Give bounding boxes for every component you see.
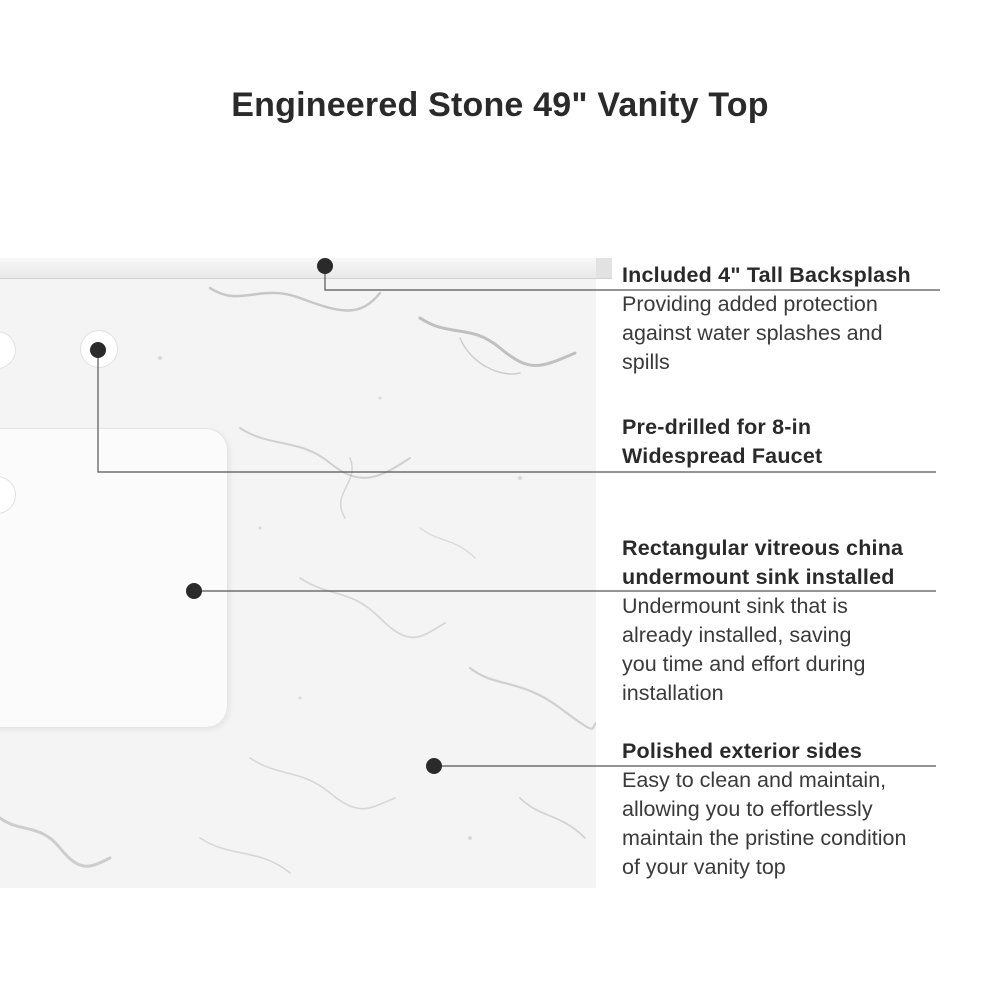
callout-heading: Rectangular vitreous china — [622, 536, 904, 560]
callout-body-line: Easy to clean and maintain, — [622, 768, 887, 792]
callout-body-line: maintain the pristine condition — [622, 826, 907, 850]
callout-heading: Included 4" Tall Backsplash — [622, 263, 911, 287]
callout-sink — [622, 534, 982, 708]
callout-heading: Polished exterior sides — [622, 739, 862, 763]
callout-heading: Pre-drilled for 8-in — [622, 415, 812, 439]
backsplash-edge — [596, 258, 612, 278]
callout-body-line: installation — [622, 681, 724, 705]
callout-body-line: Undermount sink that is — [622, 594, 848, 618]
callout-body-line: of your vanity top — [622, 855, 786, 879]
callout-body-line: against water splashes and — [622, 321, 883, 345]
callout-body-line: allowing you to effortlessly — [622, 797, 873, 821]
callout-heading: undermount sink installed — [622, 565, 895, 589]
marker-dot — [90, 342, 106, 358]
callout-backsplash — [622, 261, 982, 377]
callout-sides — [622, 737, 982, 882]
page-title: Engineered Stone 49" Vanity Top — [231, 86, 769, 124]
marker-dot — [317, 258, 333, 274]
callout-faucet — [622, 413, 982, 471]
undermount-sink — [0, 428, 228, 728]
callout-heading: Widespread Faucet — [622, 444, 823, 468]
callout-body-line: already installed, saving — [622, 623, 852, 647]
backsplash — [0, 258, 612, 279]
marker-dot — [426, 758, 442, 774]
callout-body-line: you time and effort during — [622, 652, 866, 676]
callout-body-line: Providing added protection — [622, 292, 878, 316]
marker-dot — [186, 583, 202, 599]
callout-body-line: spills — [622, 350, 670, 374]
